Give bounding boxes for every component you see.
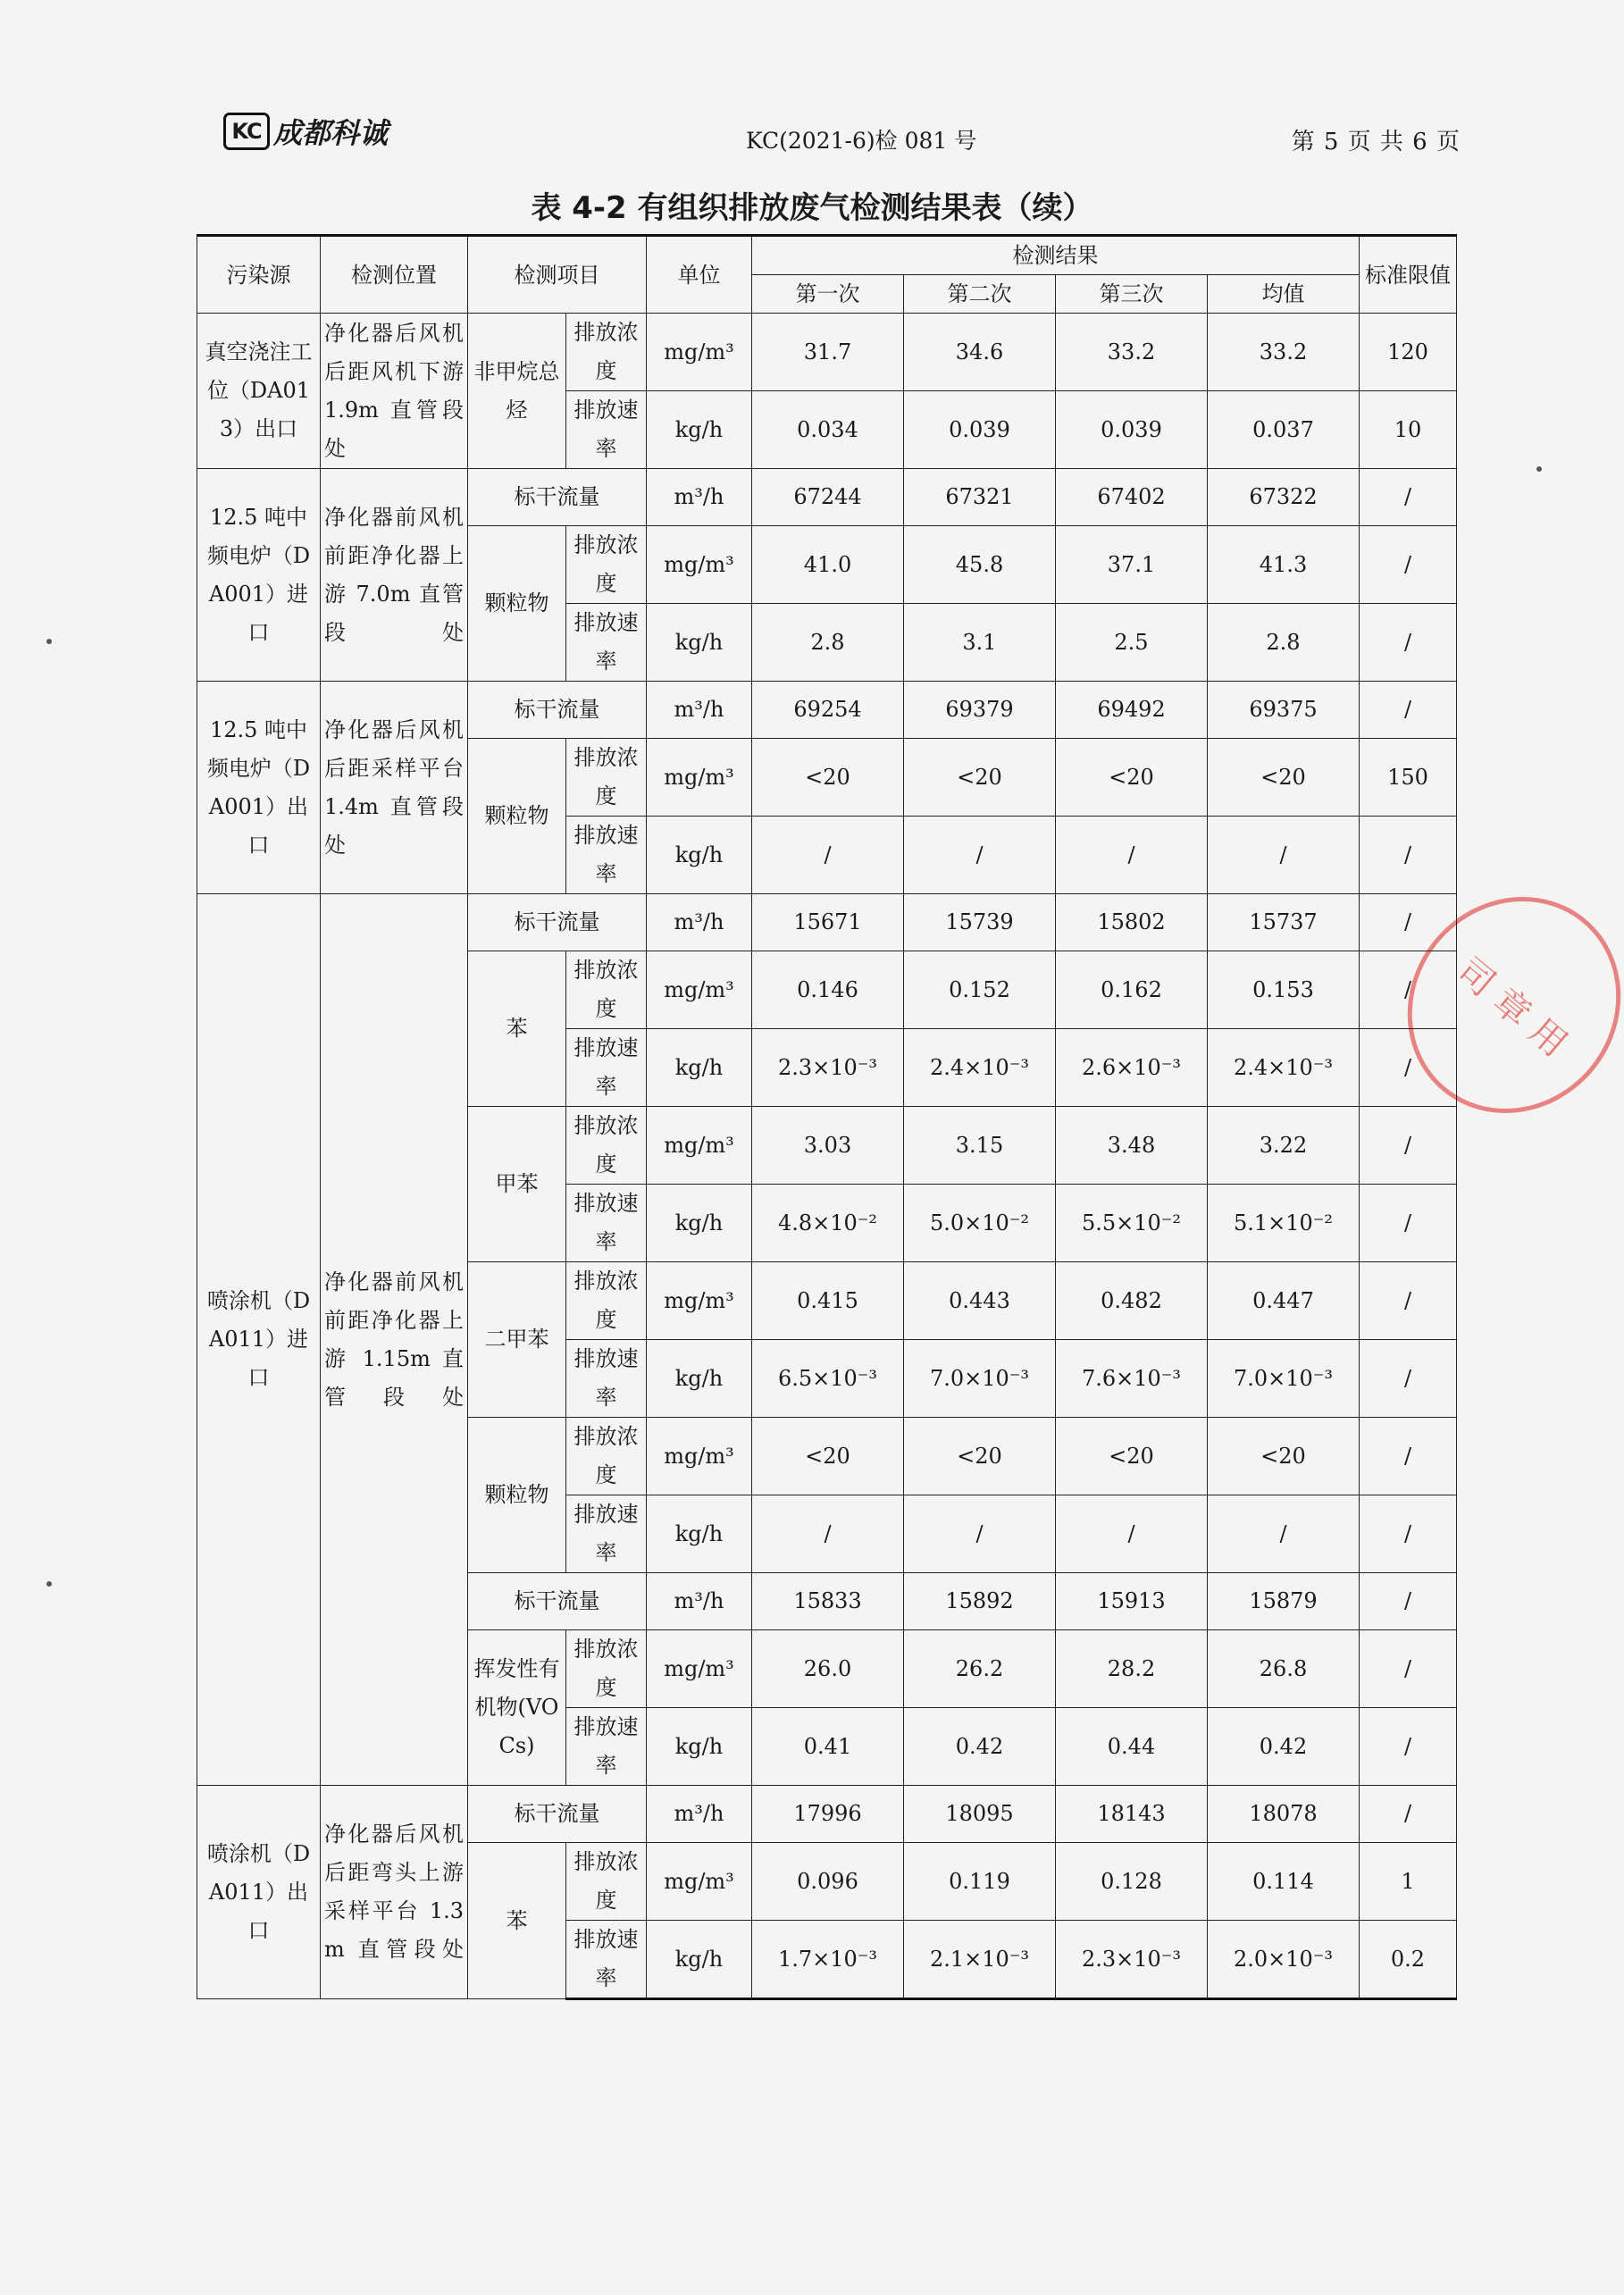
- result-1-cell: /: [752, 1495, 904, 1573]
- average-cell: <20: [1208, 1418, 1360, 1495]
- col-source: 污染源: [197, 236, 321, 314]
- result-2-cell: 0.42: [904, 1708, 1056, 1786]
- position-cell: 净化器后风机后距采样平台 1.4m 直管段处: [321, 682, 468, 894]
- result-3-cell: 33.2: [1056, 314, 1208, 391]
- average-cell: 0.037: [1208, 391, 1360, 469]
- item-cell: 排放浓度: [566, 314, 647, 391]
- source-cell: 12.5 吨中频电炉（DA001）出口: [197, 682, 321, 894]
- source-cell: 真空浇注工位（DA013）出口: [197, 314, 321, 469]
- col-r1: 第一次: [752, 275, 904, 314]
- average-cell: 7.0×10⁻³: [1208, 1340, 1360, 1418]
- limit-cell: /: [1360, 469, 1457, 526]
- source-cell: 喷涂机（DA011）出口: [197, 1786, 321, 1999]
- result-1-cell: 69254: [752, 682, 904, 739]
- result-2-cell: <20: [904, 739, 1056, 817]
- unit-cell: mg/m³: [647, 526, 752, 604]
- pollutant-cell: 非甲烷总烃: [468, 314, 566, 469]
- header-row: [197, 236, 1457, 275]
- result-3-cell: 15913: [1056, 1573, 1208, 1630]
- item-cell: 排放速率: [566, 1185, 647, 1262]
- item-cell: 排放浓度: [566, 526, 647, 604]
- limit-cell: 120: [1360, 314, 1457, 391]
- unit-cell: m³/h: [647, 682, 752, 739]
- pollutant-cell: 苯: [468, 1843, 566, 1999]
- result-2-cell: 2.1×10⁻³: [904, 1921, 1056, 1999]
- table-row: [197, 469, 1457, 526]
- result-2-cell: 15892: [904, 1573, 1056, 1630]
- result-1-cell: 17996: [752, 1786, 904, 1843]
- average-cell: 2.8: [1208, 604, 1360, 682]
- result-1-cell: 15671: [752, 894, 904, 951]
- pollutant-cell: 二甲苯: [468, 1262, 566, 1418]
- item-cell: 排放速率: [566, 604, 647, 682]
- unit-cell: mg/m³: [647, 739, 752, 817]
- limit-cell: /: [1360, 682, 1457, 739]
- unit-cell: kg/h: [647, 391, 752, 469]
- source-cell: 12.5 吨中频电炉（DA001）进口: [197, 469, 321, 682]
- average-cell: 3.22: [1208, 1107, 1360, 1185]
- result-2-cell: /: [904, 1495, 1056, 1573]
- average-cell: 0.42: [1208, 1708, 1360, 1786]
- unit-cell: kg/h: [647, 1495, 752, 1573]
- limit-cell: /: [1360, 1495, 1457, 1573]
- average-cell: 67322: [1208, 469, 1360, 526]
- col-unit: 单位: [647, 236, 752, 314]
- result-2-cell: 67321: [904, 469, 1056, 526]
- unit-cell: mg/m³: [647, 1418, 752, 1495]
- position-cell: 净化器后风机后距弯头上游采样平台 1.3m 直管段处: [321, 1786, 468, 1999]
- item-cell: 排放速率: [566, 817, 647, 894]
- result-2-cell: 3.15: [904, 1107, 1056, 1185]
- unit-cell: kg/h: [647, 1029, 752, 1107]
- item-cell: 排放速率: [566, 391, 647, 469]
- unit-cell: mg/m³: [647, 1630, 752, 1708]
- limit-cell: 10: [1360, 391, 1457, 469]
- result-2-cell: 0.039: [904, 391, 1056, 469]
- result-3-cell: 15802: [1056, 894, 1208, 951]
- limit-cell: /: [1360, 1418, 1457, 1495]
- result-3-cell: 2.5: [1056, 604, 1208, 682]
- result-3-cell: 18143: [1056, 1786, 1208, 1843]
- result-3-cell: <20: [1056, 739, 1208, 817]
- result-2-cell: 45.8: [904, 526, 1056, 604]
- pollutant-cell: 颗粒物: [468, 526, 566, 682]
- result-3-cell: <20: [1056, 1418, 1208, 1495]
- unit-cell: m³/h: [647, 1573, 752, 1630]
- result-3-cell: /: [1056, 817, 1208, 894]
- col-r2: 第二次: [904, 275, 1056, 314]
- col-results: 检测结果: [752, 236, 1360, 275]
- col-avg: 均值: [1208, 275, 1360, 314]
- unit-cell: kg/h: [647, 1340, 752, 1418]
- item-cell: 排放浓度: [566, 1630, 647, 1708]
- result-1-cell: 2.8: [752, 604, 904, 682]
- pollutant-cell: 颗粒物: [468, 739, 566, 894]
- logo-mark: KC: [223, 113, 270, 150]
- flow-item-cell: 标干流量: [468, 469, 647, 526]
- unit-cell: kg/h: [647, 1921, 752, 1999]
- result-1-cell: <20: [752, 1418, 904, 1495]
- result-3-cell: 5.5×10⁻²: [1056, 1185, 1208, 1262]
- result-1-cell: 3.03: [752, 1107, 904, 1185]
- limit-cell: /: [1360, 526, 1457, 604]
- result-3-cell: 7.6×10⁻³: [1056, 1340, 1208, 1418]
- result-1-cell: 0.146: [752, 951, 904, 1029]
- result-1-cell: 15833: [752, 1573, 904, 1630]
- average-cell: 69375: [1208, 682, 1360, 739]
- average-cell: 2.4×10⁻³: [1208, 1029, 1360, 1107]
- result-1-cell: 1.7×10⁻³: [752, 1921, 904, 1999]
- limit-cell: /: [1360, 604, 1457, 682]
- result-1-cell: 0.096: [752, 1843, 904, 1921]
- average-cell: 15737: [1208, 894, 1360, 951]
- flow-item-cell: 标干流量: [468, 894, 647, 951]
- result-3-cell: 0.039: [1056, 391, 1208, 469]
- scan-mark: [46, 1581, 52, 1587]
- result-1-cell: 0.41: [752, 1708, 904, 1786]
- result-3-cell: 28.2: [1056, 1630, 1208, 1708]
- limit-cell: /: [1360, 1708, 1457, 1786]
- result-1-cell: 0.415: [752, 1262, 904, 1340]
- result-1-cell: 0.034: [752, 391, 904, 469]
- result-2-cell: 3.1: [904, 604, 1056, 682]
- result-2-cell: <20: [904, 1418, 1056, 1495]
- item-cell: 排放浓度: [566, 1262, 647, 1340]
- average-cell: 0.153: [1208, 951, 1360, 1029]
- limit-cell: /: [1360, 1029, 1457, 1107]
- flow-item-cell: 标干流量: [468, 1786, 647, 1843]
- average-cell: 33.2: [1208, 314, 1360, 391]
- result-1-cell: /: [752, 817, 904, 894]
- average-cell: 26.8: [1208, 1630, 1360, 1708]
- result-3-cell: 2.6×10⁻³: [1056, 1029, 1208, 1107]
- result-2-cell: 15739: [904, 894, 1056, 951]
- limit-cell: /: [1360, 1340, 1457, 1418]
- item-cell: 排放速率: [566, 1921, 647, 1999]
- limit-cell: /: [1360, 1262, 1457, 1340]
- average-cell: 18078: [1208, 1786, 1360, 1843]
- pollutant-cell: 挥发性有机物(VOCs): [468, 1630, 566, 1786]
- pollutant-cell: 甲苯: [468, 1107, 566, 1262]
- result-1-cell: 2.3×10⁻³: [752, 1029, 904, 1107]
- table-row: [197, 1786, 1457, 1843]
- results-table: [197, 234, 1457, 2000]
- item-cell: 排放浓度: [566, 1418, 647, 1495]
- average-cell: /: [1208, 817, 1360, 894]
- page-info: 第 5 页 共 6 页: [1291, 129, 1461, 155]
- result-2-cell: 0.119: [904, 1843, 1056, 1921]
- limit-cell: /: [1360, 1630, 1457, 1708]
- item-cell: 排放浓度: [566, 1843, 647, 1921]
- result-3-cell: 0.482: [1056, 1262, 1208, 1340]
- result-3-cell: 0.44: [1056, 1708, 1208, 1786]
- limit-cell: /: [1360, 1107, 1457, 1185]
- result-2-cell: 2.4×10⁻³: [904, 1029, 1056, 1107]
- average-cell: 0.114: [1208, 1843, 1360, 1921]
- result-2-cell: 0.443: [904, 1262, 1056, 1340]
- col-r3: 第三次: [1056, 275, 1208, 314]
- table-row: [197, 314, 1457, 391]
- item-cell: 排放浓度: [566, 739, 647, 817]
- result-1-cell: 26.0: [752, 1630, 904, 1708]
- unit-cell: mg/m³: [647, 951, 752, 1029]
- position-cell: 净化器前风机前距净化器上游 7.0m 直管段处: [321, 469, 468, 682]
- result-2-cell: 18095: [904, 1786, 1056, 1843]
- result-3-cell: 67402: [1056, 469, 1208, 526]
- flow-item-cell: 标干流量: [468, 682, 647, 739]
- result-2-cell: 0.152: [904, 951, 1056, 1029]
- pollutant-cell: 苯: [468, 951, 566, 1107]
- item-cell: 排放浓度: [566, 951, 647, 1029]
- average-cell: 5.1×10⁻²: [1208, 1185, 1360, 1262]
- item-cell: 排放浓度: [566, 1107, 647, 1185]
- unit-cell: kg/h: [647, 604, 752, 682]
- average-cell: <20: [1208, 739, 1360, 817]
- result-1-cell: 67244: [752, 469, 904, 526]
- result-3-cell: 3.48: [1056, 1107, 1208, 1185]
- table-row: [197, 682, 1457, 739]
- average-cell: 15879: [1208, 1573, 1360, 1630]
- limit-cell: 0.2: [1360, 1921, 1457, 1999]
- item-cell: 排放速率: [566, 1708, 647, 1786]
- limit-cell: /: [1360, 1573, 1457, 1630]
- company-logo: [223, 111, 388, 152]
- limit-cell: /: [1360, 1786, 1457, 1843]
- limit-cell: /: [1360, 951, 1457, 1029]
- limit-cell: 150: [1360, 739, 1457, 817]
- company-seal: 司 章 用: [1364, 853, 1624, 1156]
- result-2-cell: 5.0×10⁻²: [904, 1185, 1056, 1262]
- result-2-cell: 69379: [904, 682, 1056, 739]
- item-cell: 排放速率: [566, 1340, 647, 1418]
- unit-cell: kg/h: [647, 817, 752, 894]
- unit-cell: m³/h: [647, 1786, 752, 1843]
- position-cell: 净化器后风机后距风机下游1.9m 直管段处: [321, 314, 468, 469]
- limit-cell: /: [1360, 817, 1457, 894]
- item-cell: 排放速率: [566, 1029, 647, 1107]
- unit-cell: mg/m³: [647, 1107, 752, 1185]
- average-cell: 41.3: [1208, 526, 1360, 604]
- unit-cell: kg/h: [647, 1185, 752, 1262]
- scan-mark: [46, 639, 52, 644]
- result-1-cell: <20: [752, 739, 904, 817]
- limit-cell: /: [1360, 894, 1457, 951]
- company-name: 成都科诚: [273, 116, 389, 150]
- unit-cell: m³/h: [647, 894, 752, 951]
- table-title: 表 4-2 有组织排放废气检测结果表（续）: [531, 190, 1093, 226]
- average-cell: 2.0×10⁻³: [1208, 1921, 1360, 1999]
- result-3-cell: /: [1056, 1495, 1208, 1573]
- col-position: 检测位置: [321, 236, 468, 314]
- result-3-cell: 0.128: [1056, 1843, 1208, 1921]
- unit-cell: mg/m³: [647, 1843, 752, 1921]
- result-1-cell: 31.7: [752, 314, 904, 391]
- limit-cell: 1: [1360, 1843, 1457, 1921]
- result-1-cell: 41.0: [752, 526, 904, 604]
- col-item: 检测项目: [468, 236, 647, 314]
- unit-cell: m³/h: [647, 469, 752, 526]
- unit-cell: mg/m³: [647, 314, 752, 391]
- result-3-cell: 0.162: [1056, 951, 1208, 1029]
- page-header: [223, 105, 1461, 159]
- result-3-cell: 69492: [1056, 682, 1208, 739]
- pollutant-cell: 颗粒物: [468, 1418, 566, 1573]
- average-cell: /: [1208, 1495, 1360, 1573]
- source-cell: 喷涂机（DA011）进口: [197, 894, 321, 1786]
- limit-cell: /: [1360, 1185, 1457, 1262]
- result-3-cell: 37.1: [1056, 526, 1208, 604]
- flow-item-cell: 标干流量: [468, 1573, 647, 1630]
- unit-cell: kg/h: [647, 1708, 752, 1786]
- result-2-cell: 7.0×10⁻³: [904, 1340, 1056, 1418]
- item-cell: 排放速率: [566, 1495, 647, 1573]
- position-cell: 净化器前风机前距净化器上游 1.15m 直管段处: [321, 894, 468, 1786]
- result-2-cell: 26.2: [904, 1630, 1056, 1708]
- result-1-cell: 4.8×10⁻²: [752, 1185, 904, 1262]
- scan-mark: [1536, 466, 1542, 472]
- table-row: [197, 894, 1457, 951]
- result-2-cell: /: [904, 817, 1056, 894]
- document-number: KC(2021-6)检 081 号: [746, 128, 977, 154]
- col-limit: 标准限值: [1360, 236, 1457, 314]
- result-2-cell: 34.6: [904, 314, 1056, 391]
- average-cell: 0.447: [1208, 1262, 1360, 1340]
- result-1-cell: 6.5×10⁻³: [752, 1340, 904, 1418]
- result-3-cell: 2.3×10⁻³: [1056, 1921, 1208, 1999]
- unit-cell: mg/m³: [647, 1262, 752, 1340]
